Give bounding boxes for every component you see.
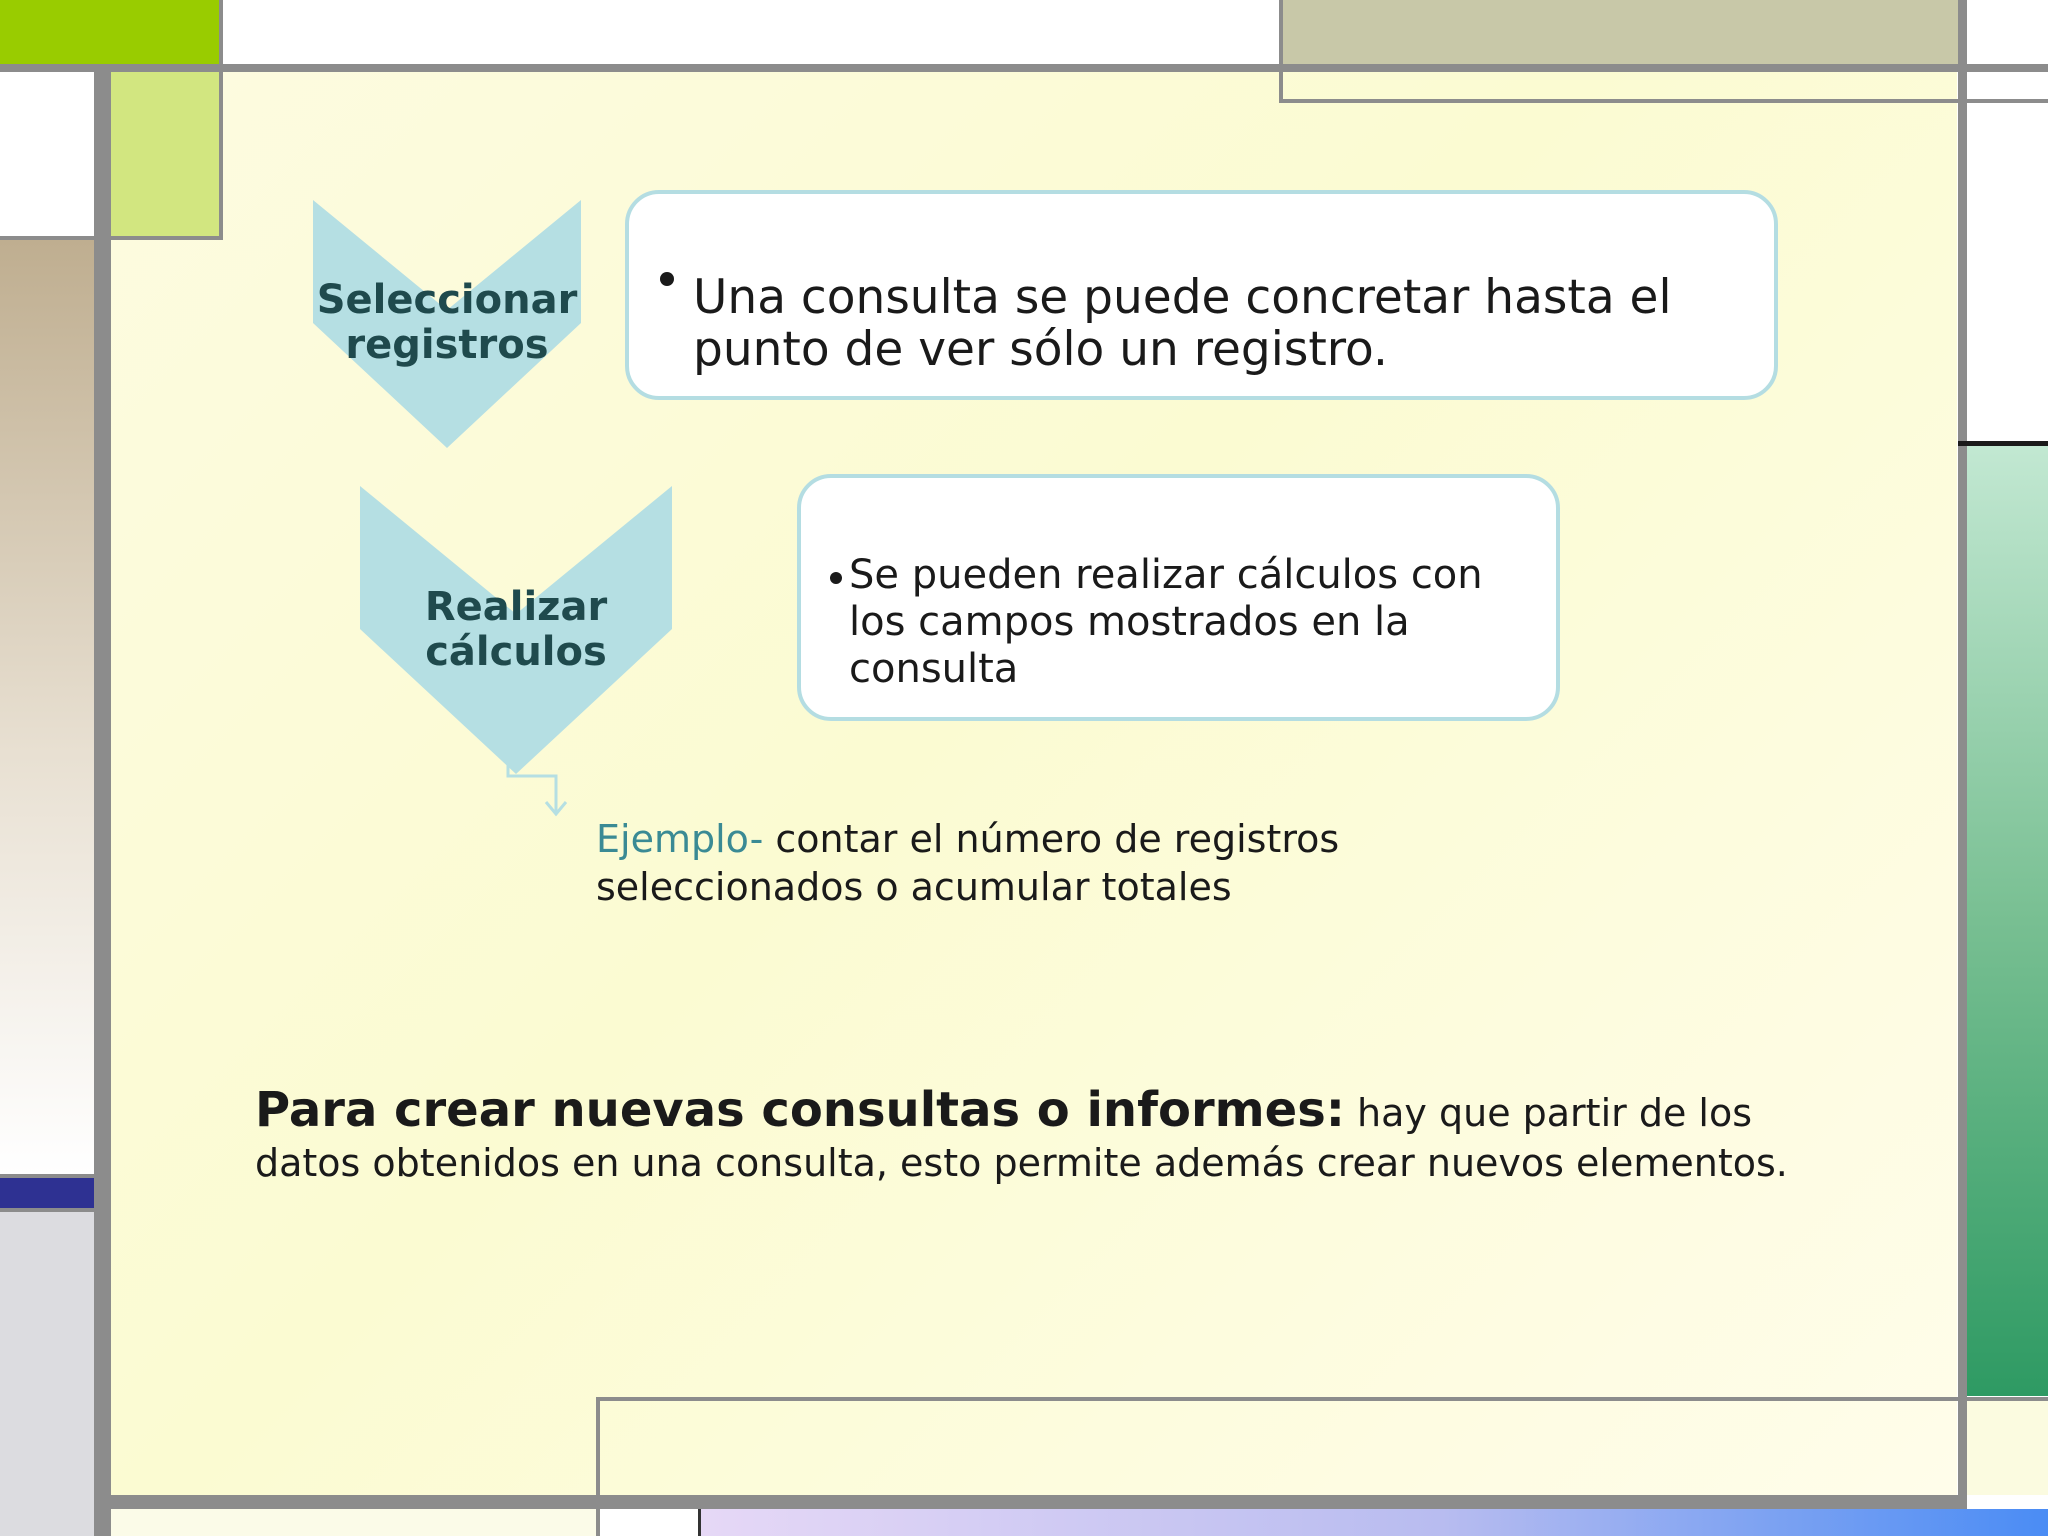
step-label-seleccionar xyxy=(313,278,581,368)
deco-gray-block xyxy=(0,1212,94,1536)
example-prefix: Ejemplo- xyxy=(596,817,764,861)
bottom-heading: Para crear nuevas consultas o informes: xyxy=(255,1082,1345,1138)
frame-line-top xyxy=(0,64,2048,72)
step-label-line1: Seleccionar xyxy=(316,277,578,323)
step-label-realizar xyxy=(360,585,672,675)
deco-bottom-pale xyxy=(111,1509,596,1536)
frame-line-right-black xyxy=(1958,441,2048,446)
bottom-paragraph xyxy=(255,1082,1815,1188)
frame-line-left-h1 xyxy=(0,236,222,240)
deco-navy-band xyxy=(0,1178,94,1208)
frame-line-bottom-strip-v xyxy=(698,1509,701,1536)
bottom-body: hay que partir de los datos obtenidos en una consulta, esto permite además crear nuevos elementos. xyxy=(255,1091,1788,1185)
frame-line-right xyxy=(1958,0,1967,1495)
frame-line-khaki-h xyxy=(1279,99,2048,103)
frame-line-khaki-v xyxy=(1279,0,1283,103)
example-text xyxy=(596,815,1476,911)
frame-line-left-h3 xyxy=(0,1208,94,1212)
deco-green-column xyxy=(1965,446,2048,1396)
bullet-dot xyxy=(660,272,674,286)
step-label-line2: registros xyxy=(345,322,549,368)
deco-gradient-strip xyxy=(700,1509,2048,1536)
frame-line-bottom-box-v xyxy=(596,1397,600,1536)
frame-line-left-h2 xyxy=(0,1174,94,1178)
frame-line-bottom-box-h xyxy=(596,1397,2048,1401)
deco-lime-square xyxy=(0,0,222,64)
step-label-line2: cálculos xyxy=(425,629,607,675)
deco-pale-block xyxy=(1965,1400,2048,1495)
deco-khaki-block xyxy=(1281,0,1958,64)
deco-lime-light-block xyxy=(111,72,221,237)
connector-arrow-icon xyxy=(500,762,580,822)
step-label-line1: Realizar xyxy=(424,584,608,630)
frame-line-topleft-v xyxy=(219,0,223,240)
frame-line-left xyxy=(94,64,111,1536)
deco-tan-column xyxy=(0,240,94,1175)
bullet-dot xyxy=(830,572,842,584)
example-body: contar el número de registros seleccionados o acumular totales xyxy=(596,817,1340,909)
frame-line-bottom xyxy=(94,1495,1967,1509)
info-text-seleccionar: Una consulta se puede concretar hasta el punto de ver sólo un registro. xyxy=(693,270,1672,377)
info-text-realizar: Se pueden realizar cálculos con los campos mostrados en la consulta xyxy=(849,552,1483,692)
